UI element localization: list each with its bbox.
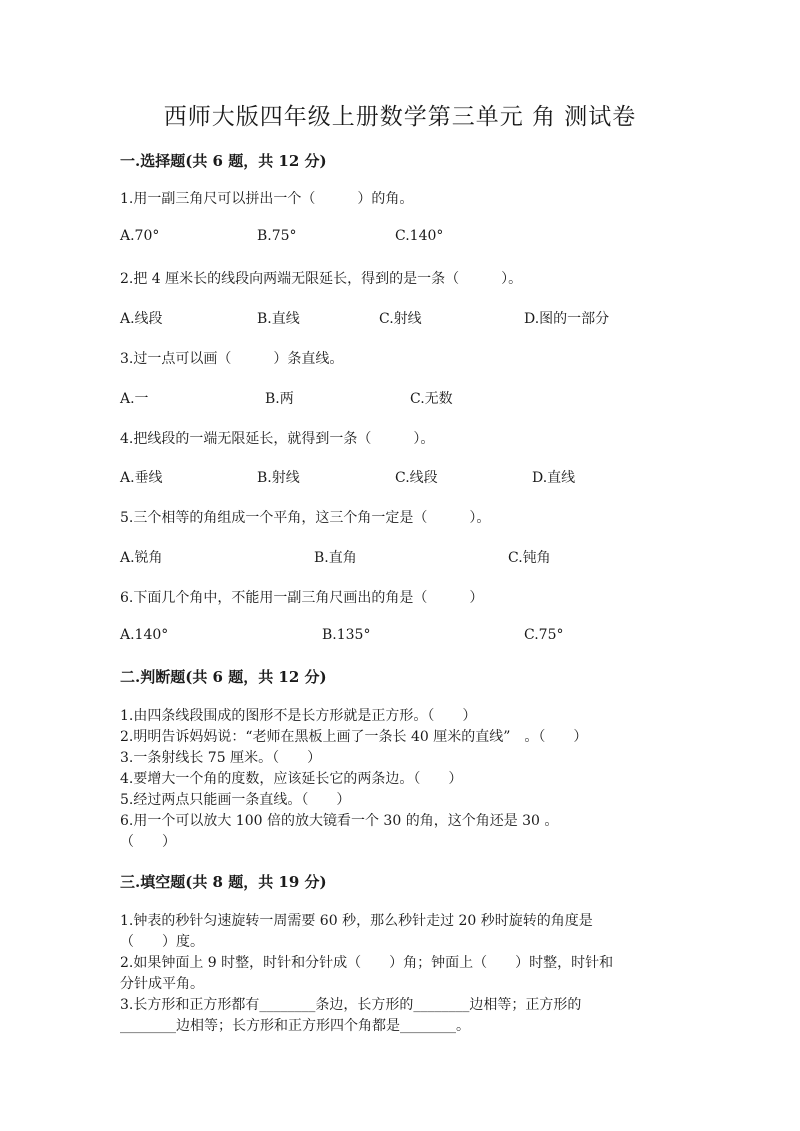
question-6: 6.下面几个角中，不能用一副三角尺画出的角是（ ） — [120, 590, 484, 606]
option-6b: B.135° — [322, 627, 371, 643]
question-5: 5.三个相等的角组成一个平角，这三个角一定是（ ）。 — [120, 510, 491, 526]
question-2: 2.把 4 厘米长的线段向两端无限延长，得到的是一条（ ）。 — [120, 271, 523, 287]
fill-line-2-cont: 分针成平角。 — [120, 976, 204, 992]
judge-line-4: 4.要增大一个角的度数，应该延长它的两条边。（ ） — [120, 771, 463, 787]
option-4d: D.直线 — [532, 470, 576, 486]
option-2d: D.图的一部分 — [524, 311, 610, 327]
judge-line-2: 2.明明告诉妈妈说：“老师在黑板上画了一条长 40 厘米的直线” 。（ ） — [120, 729, 588, 745]
fill-line-3-cont: ________边相等；长方形和正方形四个角都是________。 — [120, 1018, 470, 1034]
option-1c: C.140° — [395, 228, 444, 244]
section-heading-fill: 三.填空题(共 8 题，共 19 分) — [120, 873, 327, 891]
option-2a: A.线段 — [120, 311, 163, 327]
option-3b: B.两 — [265, 391, 294, 407]
judge-line-3: 3.一条射线长 75 厘米。（ ） — [120, 750, 322, 766]
option-6a: A.140° — [120, 627, 169, 643]
option-4b: B.射线 — [257, 470, 300, 486]
option-4c: C.线段 — [395, 470, 438, 486]
option-5b: B.直角 — [314, 550, 357, 566]
judge-line-5: 5.经过两点只能画一条直线。（ ） — [120, 792, 351, 808]
question-1: 1.用一副三角尺可以拼出一个（ ）的角。 — [120, 191, 414, 207]
option-1a: A.70° — [120, 228, 160, 244]
option-3a: A.一 — [120, 391, 149, 407]
option-2c: C.射线 — [379, 311, 422, 327]
page-title: 西师大版四年级上册数学第三单元 角 测试卷 — [163, 104, 637, 130]
judge-line-6: 6.用一个可以放大 100 倍的放大镜看一个 30 的角，这个角还是 30 。 — [120, 813, 559, 829]
option-4a: A.垂线 — [120, 470, 163, 486]
option-1b: B.75° — [257, 228, 297, 244]
section-heading-choice: 一.选择题(共 6 题，共 12 分) — [120, 152, 327, 170]
judge-line-6-cont: （ ） — [120, 834, 176, 850]
option-6c: C.75° — [524, 627, 564, 643]
fill-line-3: 3.长方形和正方形都有________条边，长方形的________边相等；正方形的 — [120, 997, 582, 1013]
fill-line-1-cont: （ ）度。 — [120, 934, 204, 950]
fill-line-1: 1.钟表的秒针匀速旋转一周需要 60 秒，那么秒针走过 20 秒时旋转的角度是 — [120, 913, 593, 929]
option-3c: C.无数 — [410, 391, 453, 407]
option-5a: A.锐角 — [120, 550, 163, 566]
option-5c: C.钝角 — [508, 550, 551, 566]
question-4: 4.把线段的一端无限延长，就得到一条（ ）。 — [120, 431, 435, 447]
section-heading-judge: 二.判断题(共 6 题，共 12 分) — [120, 668, 327, 686]
judge-line-1: 1.由四条线段围成的图形不是长方形就是正方形。（ ） — [120, 708, 477, 724]
option-2b: B.直线 — [257, 311, 300, 327]
fill-line-2: 2.如果钟面上 9 时整，时针和分针成（ ）角；钟面上（ ）时整，时针和 — [120, 955, 614, 971]
question-3: 3.过一点可以画（ ）条直线。 — [120, 351, 344, 367]
